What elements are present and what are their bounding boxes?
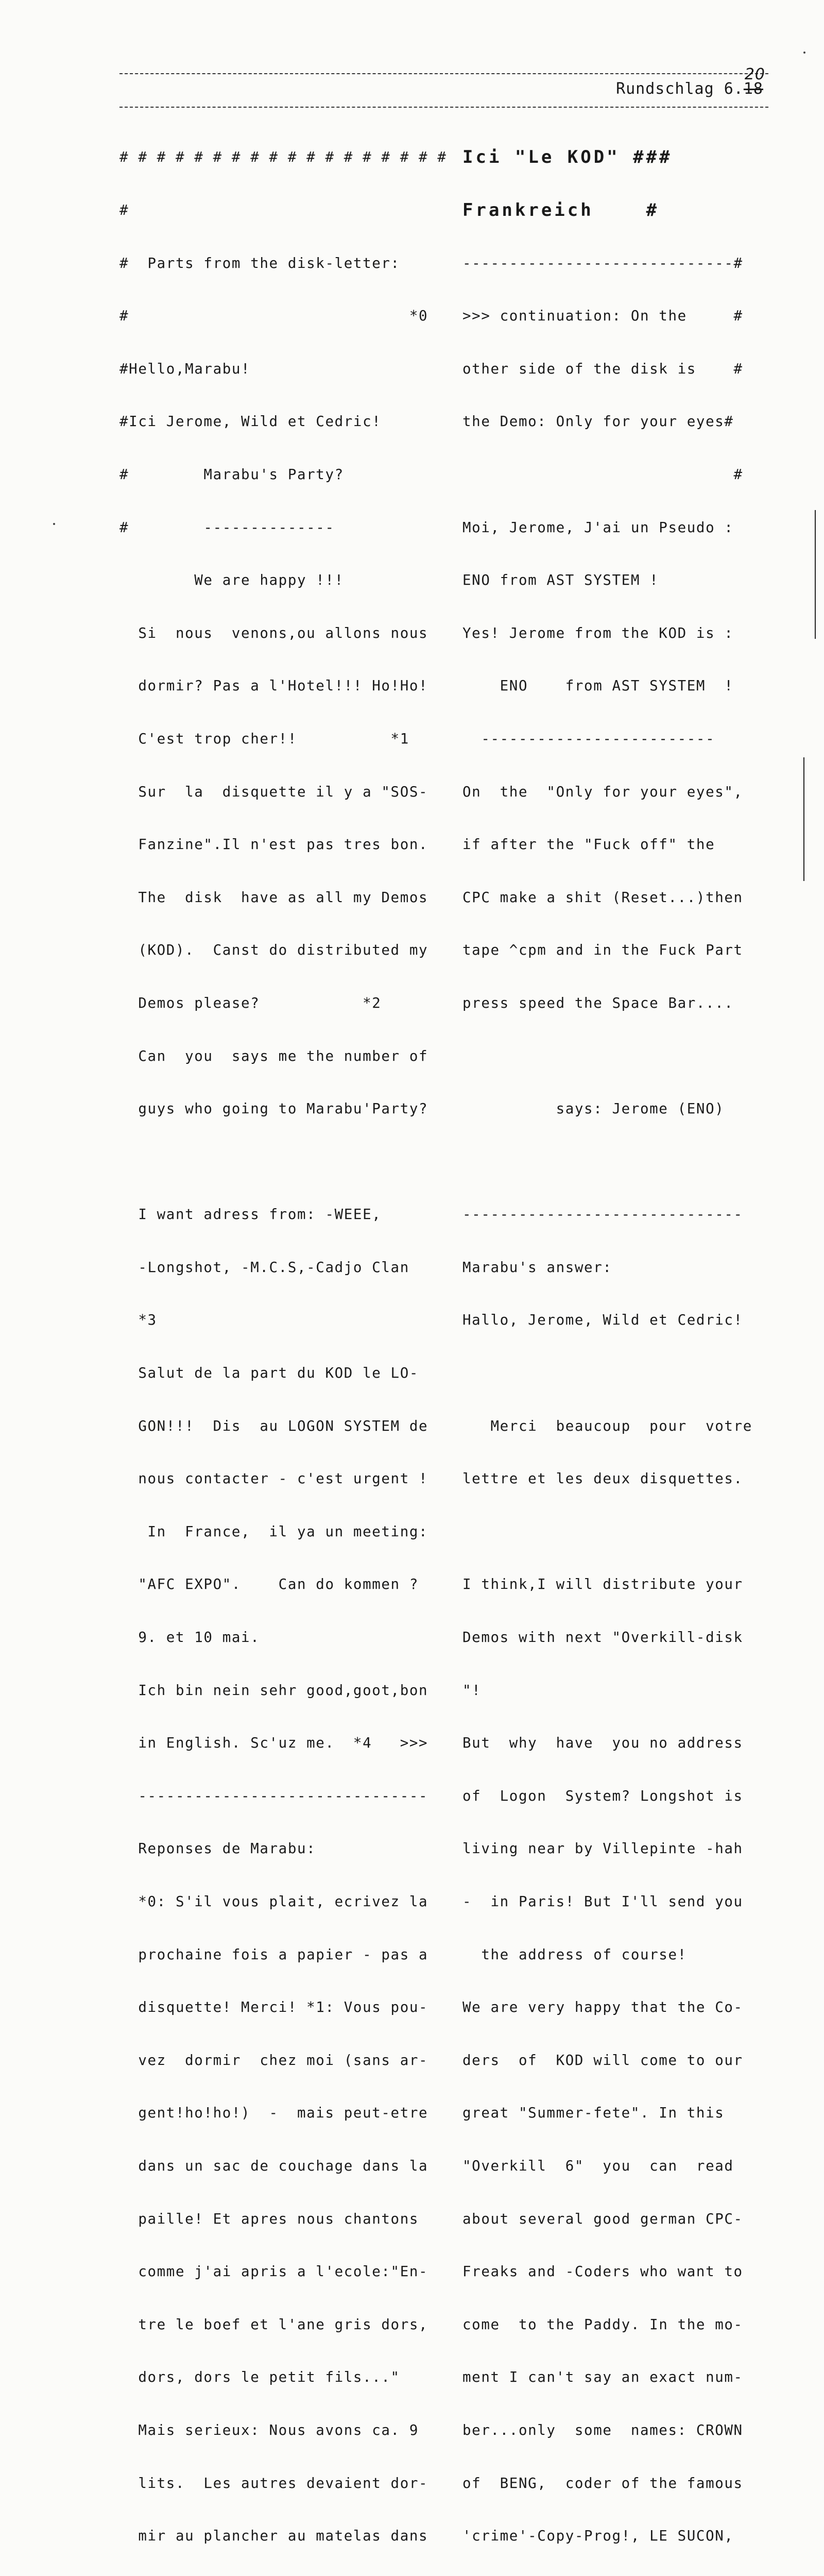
text-line: I want adress from: -WEEE,: [119, 1206, 382, 1223]
text-line: GON!!! Dis au LOGON SYSTEM de: [119, 1417, 428, 1434]
text-line: We are happy !!!: [119, 572, 344, 589]
text-line: Reponses de Marabu:: [119, 1840, 316, 1857]
text-line: -Longshot, -M.C.S,-Cadjo Clan: [119, 1259, 409, 1276]
page-header: [616, 65, 765, 98]
text-line: We are very happy that the Co-: [462, 1999, 743, 2016]
scan-speck: [803, 52, 805, 54]
page-number-struck: 18: [743, 80, 763, 98]
text-line: Marabu's answer:: [462, 1259, 612, 1276]
text-line: Salut de la part du KOD le LO-: [119, 1365, 419, 1382]
section-title-line: Ici "Le KOD" ###: [462, 147, 673, 168]
text-line: dormir? Pas a l'Hotel!!! Ho!Ho!: [119, 677, 428, 694]
text-line: #Hello,Marabu!: [119, 360, 251, 377]
text-line: disquette! Merci! *1: Vous pou-: [119, 1999, 428, 2016]
text-line: in English. Sc'uz me. *4 >>>: [119, 1735, 428, 1752]
text-line: other side of the disk is #: [462, 360, 743, 377]
text-line: lits. Les autres devaient dor-: [119, 2475, 428, 2492]
text-line: *3: [119, 1312, 157, 1329]
text-line: [462, 1523, 752, 1540]
text-line: 'crime'-Copy-Prog!, LE SUCON,: [462, 2528, 734, 2545]
text-line: Demos please? *2: [119, 994, 382, 1011]
right-column: [462, 113, 752, 2576]
text-line: says: Jerome (ENO): [462, 1100, 725, 1117]
text-line: Hallo, Jerome, Wild et Cedric!: [462, 1312, 743, 1329]
text-line: C'est trop cher!! *1: [119, 730, 409, 747]
scan-edge-mark: [815, 510, 816, 639]
text-line: of Logon System? Longshot is: [462, 1787, 743, 1804]
text-line: of BENG, coder of the famous: [462, 2475, 743, 2492]
text-line: # Marabu's Party?: [119, 466, 344, 483]
text-line: On the "Only for your eyes",: [462, 783, 743, 800]
text-line: # --------------: [119, 519, 335, 536]
text-line: # # # # # # # # # # # # # # # # # #: [119, 149, 447, 166]
scan-speck: [53, 523, 55, 525]
text-line: gent!ho!ho!) - mais peut-etre: [119, 2105, 428, 2122]
text-line: "!: [462, 1682, 482, 1699]
text-line: tre le boef et l'ane gris dors,: [119, 2316, 428, 2333]
text-line: prochaine fois a papier - pas a: [119, 1946, 428, 1963]
text-line: Moi, Jerome, J'ai un Pseudo :: [462, 519, 734, 536]
text-line: Fanzine".Il n'est pas tres bon.: [119, 836, 428, 853]
text-line: guys who going to Marabu'Party?: [119, 1100, 428, 1117]
text-line: Merci beaucoup pour votre: [462, 1417, 752, 1434]
text-line: comme j'ai apris a l'ecole:"En-: [119, 2263, 428, 2280]
text-line: [462, 1364, 752, 1382]
text-line: ders of KOD will come to our: [462, 2052, 743, 2069]
text-line: But why have you no address: [462, 1735, 743, 1752]
text-line: Demos with next "Overkill-disk: [462, 1629, 743, 1646]
text-line: #: [119, 202, 129, 218]
text-line: ENO from AST SYSTEM !: [462, 677, 734, 694]
text-line: ENO from AST SYSTEM !: [462, 572, 659, 589]
text-line: vez dormir chez moi (sans ar-: [119, 2052, 428, 2069]
text-line: "AFC EXPO". Can do kommen ?: [119, 1576, 419, 1593]
text-line: Si nous venons,ou allons nous: [119, 624, 428, 641]
text-line: [462, 1047, 752, 1065]
text-line: In France, il ya un meeting:: [119, 1523, 428, 1540]
text-line: Can you says me the number of: [119, 1047, 428, 1064]
scan-edge-mark: [803, 757, 804, 881]
text-line: if after the "Fuck off" the: [462, 836, 715, 853]
text-line: nous contacter - c'est urgent !: [119, 1470, 428, 1487]
text-line: lettre et les deux disquettes.: [462, 1470, 743, 1487]
text-line: # *0: [119, 308, 428, 325]
text-line: ber...only some names: CROWN: [462, 2421, 743, 2438]
text-line: Mais serieux: Nous avons ca. 9: [119, 2421, 419, 2438]
text-line: I think,I will distribute your: [462, 1576, 743, 1593]
text-line: >>> continuation: On the #: [462, 308, 743, 325]
text-line: come to the Paddy. In the mo-: [462, 2316, 743, 2333]
header-title: Rundschlag 6.: [616, 80, 744, 98]
left-column: [119, 113, 447, 2576]
text-line: Ich bin nein sehr good,goot,bon: [119, 1682, 428, 1699]
text-line: about several good german CPC-: [462, 2210, 743, 2227]
text-line: tape ^cpm and in the Fuck Part: [462, 942, 743, 959]
text-line: ment I can't say an exact num-: [462, 2369, 743, 2386]
text-line: 9. et 10 mai.: [119, 1629, 260, 1646]
text-line: [119, 1153, 447, 1171]
text-line: great "Summer-fete". In this: [462, 2105, 725, 2122]
top-dashed-rule: [119, 73, 768, 74]
text-line: press speed the Space Bar....: [462, 994, 734, 1011]
section-title-line: Frankreich #: [462, 200, 660, 221]
text-line: dans un sac de couchage dans la: [119, 2157, 428, 2174]
page-number-handwritten: 20: [744, 65, 765, 83]
text-line: Freaks and -Coders who want to: [462, 2263, 743, 2280]
text-line: the Demo: Only for your eyes#: [462, 413, 734, 430]
text-line: # Parts from the disk-letter:: [119, 255, 400, 272]
text-line: mir au plancher au matelas dans: [119, 2528, 428, 2545]
text-line: Sur la disquette il y a "SOS-: [119, 783, 428, 800]
text-line: -------------------------: [462, 730, 715, 747]
text-line: (KOD). Canst do distributed my: [119, 942, 428, 959]
text-line: "Overkill 6" you can read: [462, 2157, 734, 2174]
text-line: - in Paris! But I'll send you: [462, 1893, 743, 1910]
text-line: paille! Et apres nous chantons: [119, 2210, 419, 2227]
text-line: #Ici Jerome, Wild et Cedric!: [119, 413, 382, 430]
text-line: ------------------------------: [462, 1206, 743, 1223]
text-line: Yes! Jerome from the KOD is :: [462, 624, 734, 641]
text-line: living near by Villepinte -hah: [462, 1840, 743, 1857]
text-line: [462, 1153, 752, 1171]
text-line: the address of course!: [462, 1946, 687, 1963]
text-line: #: [462, 466, 743, 483]
text-line: *0: S'il vous plait, ecrivez la: [119, 1893, 428, 1910]
header-dashed-rule: [119, 107, 768, 108]
text-line: -----------------------------#: [462, 255, 743, 272]
text-line: dors, dors le petit fils...": [119, 2369, 400, 2386]
text-line: -------------------------------: [119, 1787, 428, 1804]
text-line: CPC make a shit (Reset...)then: [462, 889, 743, 906]
text-line: The disk have as all my Demos: [119, 889, 428, 906]
